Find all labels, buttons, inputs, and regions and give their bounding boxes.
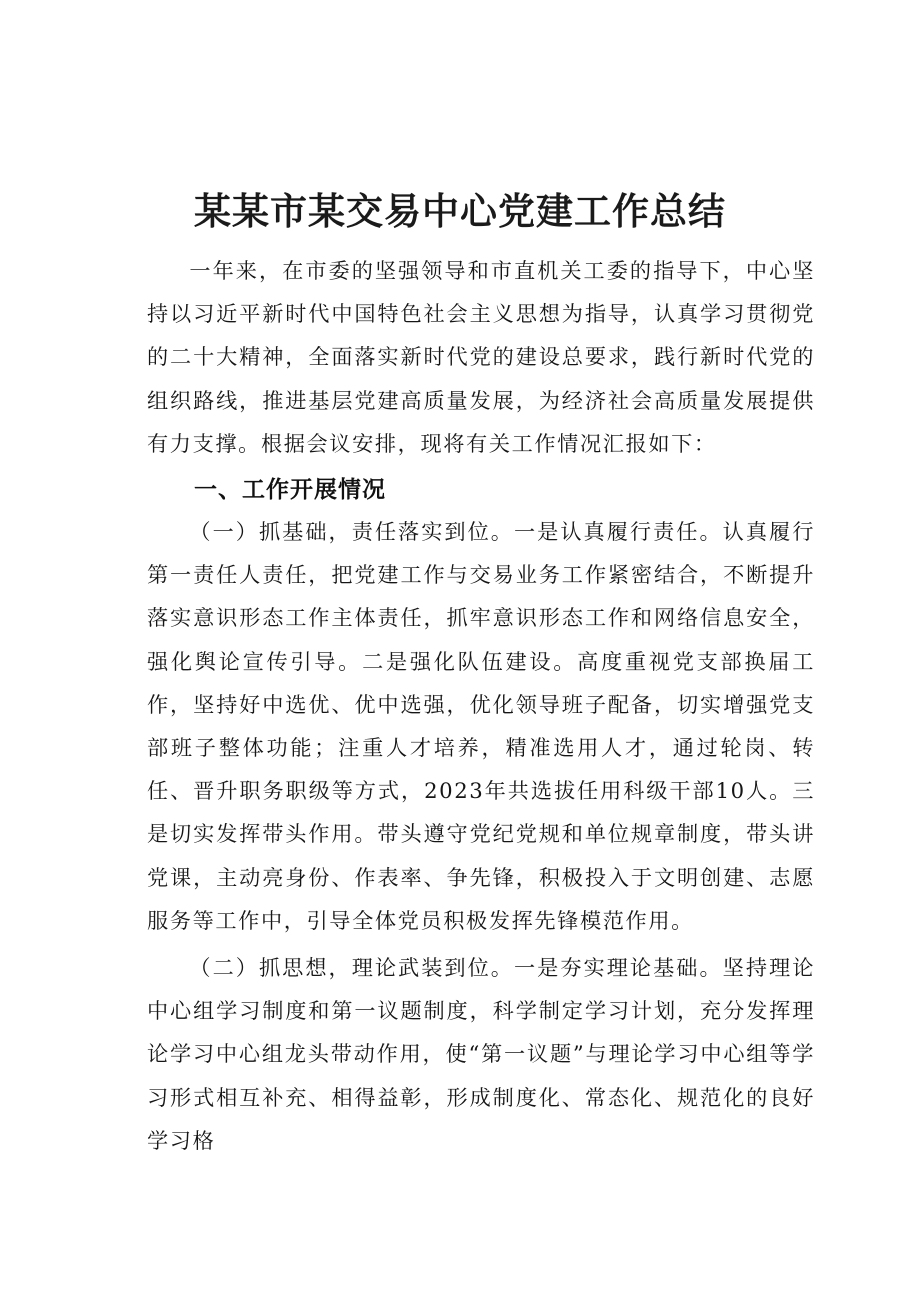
paragraph-theory: （二）抓思想，理论武装到位。一是夯实理论基础。坚持理论中心组学习制度和第一议题制度，科学制定学习计划，充分发挥理论学习中心组龙头带动作用，使“第一议题”与理论学习中心组等学习形式相互补充、相得益彰，形成制度化、常态化、规范化的良好学习格 [147, 955, 815, 1153]
document-title: 某某市某交易中心党建工作总结 [194, 188, 726, 233]
intro-paragraph: 一年来，在市委的坚强领导和市直机关工委的指导下，中心坚持以习近平新时代中国特色社会主义思想为指导，认真学习贯彻党的二十大精神，全面落实新时代党的建设总要求，践行新时代党的组织路线，推进基层党建高质量发展，为经济社会高质量发展提供有力支撑。根据会议安排，现将有关工作情况汇报如下： [147, 258, 815, 456]
section-heading: 一、工作开展情况 [194, 477, 386, 503]
paragraph-responsibility: （一）抓基础，责任落实到位。一是认真履行责任。认真履行第一责任人责任，把党建工作与交易业务工作紧密结合，不断提升落实意识形态工作主体责任，抓牢意识形态工作和网络信息安全，强化舆论宣传引导。二是强化队伍建设。高度重视党支部换届工作，坚持好中选优、优中选强，优化领导班子配备，切实增强党支部班子整体功能；注重人才培养，精准选用人才，通过轮岗、转任、晋升职务职级等方式，2023年共选拔任用科级干部10人。三是切实发挥带头作用。带头遵守党纪党规和单位规章制度，带头讲党课，主动亮身份、作表率、争先锋，积极投入于文明创建、志愿服务等工作中，引导全体党员积极发挥先锋模范作用。 [147, 519, 815, 933]
